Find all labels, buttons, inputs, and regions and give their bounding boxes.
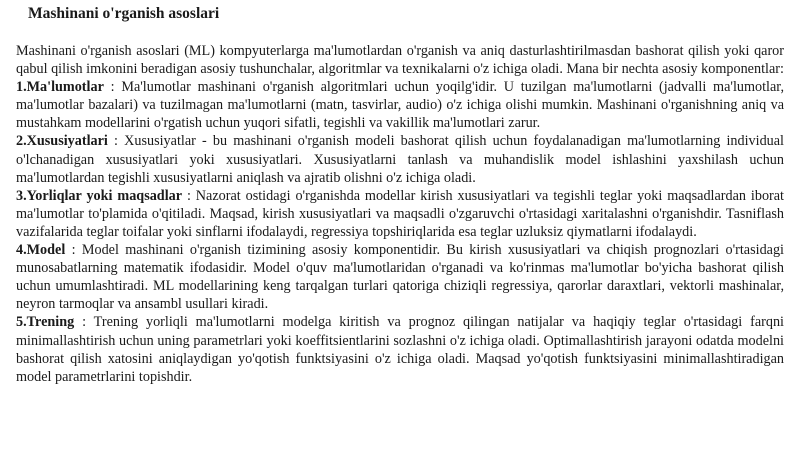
intro-paragraph: Mashinani o'rganish asoslari (ML) kompyuterlarga ma'lumotlardan o'rganish va aniq dasturlashtirilmasdan bashorat qilish yoki qaror qabul qilish imkonini beradigan asosiy tushunchalar, algoritmlar va texnikalarni o'z ichiga oladi. Mana bir nechta asosiy komponentlar: — [16, 43, 784, 78]
section-body: : Ma'lumotlar mashinani o'rganish algoritmlari uchun yoqilg'idir. U tuzilgan ma'lumotlarni (jadvalli ma'lumotlar, ma'lumotlar bazalari) va tuzilmagan ma'lumotlarni (matn, tasvirlar, audio) o'z ichiga olishi mumkin. Mashinani o'rganishning aniq va mustahkam modellarini o'rgatish uchun yuqori sifatli, tegishli va vakillik ma'lumotlari zarur. — [16, 79, 784, 132]
section-data — [16, 78, 784, 132]
section-heading: 5.Trening — [16, 314, 75, 331]
section-features — [16, 132, 784, 186]
section-body: : Model mashinani o'rganish tizimining asosiy komponentidir. Bu kirish xususiyatlari va chiqish prognozlari o'rtasidagi munosabatlarning matematik ifodasidir. Model o'quv ma'lumotlaridan o'rganadi va ko'rinmas ma'lumotlar bo'yicha bashorat qilish uchun umumlashtiradi. ML modellarining keng tarqalgan turlari qatoriga chiziqli regressiya, qarorlar daraxtlari, vektorli mashinalar, neyron tarmoqlar va ansambl usullari kiradi. — [16, 242, 784, 313]
section-labels — [16, 187, 784, 241]
section-body: : Nazorat ostidagi o'rganishda modellar kirish xususiyatlari va tegishli teglar yoki maqsadlardan iborat ma'lumotlar to'plamida o'qitiladi. Maqsad, kirish xususiyatlari va maqsadli o'zgaruvchi o'rtasidagi xaritalashni o'rganishdir. Tasniflash vazifalarida teglar toifalar yoki sinflarni ifodalaydi, regressiya topshiriqlarida esa teglar uzluksiz qiymatlarni ifodalaydi. — [16, 187, 785, 240]
section-heading: 2.Xususiyatlari — [16, 133, 108, 150]
section-heading: 1.Ma'lumotlar — [16, 79, 104, 96]
section-body: : Trening yorliqli ma'lumotlarni modelga kiritish va prognoz qilingan natijalar va haqiqiy teglar o'rtasidagi farqni minimallashtirish uchun uning parametrlari yoki koeffitsientlarini sozlashni o'z ichiga oladi. Optimallashtirish jarayoni odatda modelni bashorat qilish xatosini aniqlaydigan yo'qotish funktsiyasini o'z ichiga oladi. Maqsad yo'qotish funktsiyasini minimallashtiradigan model parametrlarini topishdir. — [16, 314, 784, 385]
section-model — [16, 241, 784, 313]
section-training — [16, 313, 784, 385]
section-heading: 3.Yorliqlar yoki maqsadlar — [16, 187, 183, 204]
document-title: Mashinani o'rganish asoslari — [28, 5, 220, 22]
document-page — [16, 4, 784, 386]
section-body: : Xususiyatlar - bu mashinani o'rganish modeli bashorat qilish uchun foydalanadigan ma'lumotlarning individual o'lchanadigan xususiyatlari yoki xususiyatlari. Xususiyatlarni tanlash va muhandislik model ishlashini yaxshilash uchun ma'lumotlardan tegishli xususiyatlarni aniqlash va ajratib olishni o'z ichiga oladi. — [16, 133, 784, 186]
section-heading: 4.Model — [16, 242, 66, 259]
